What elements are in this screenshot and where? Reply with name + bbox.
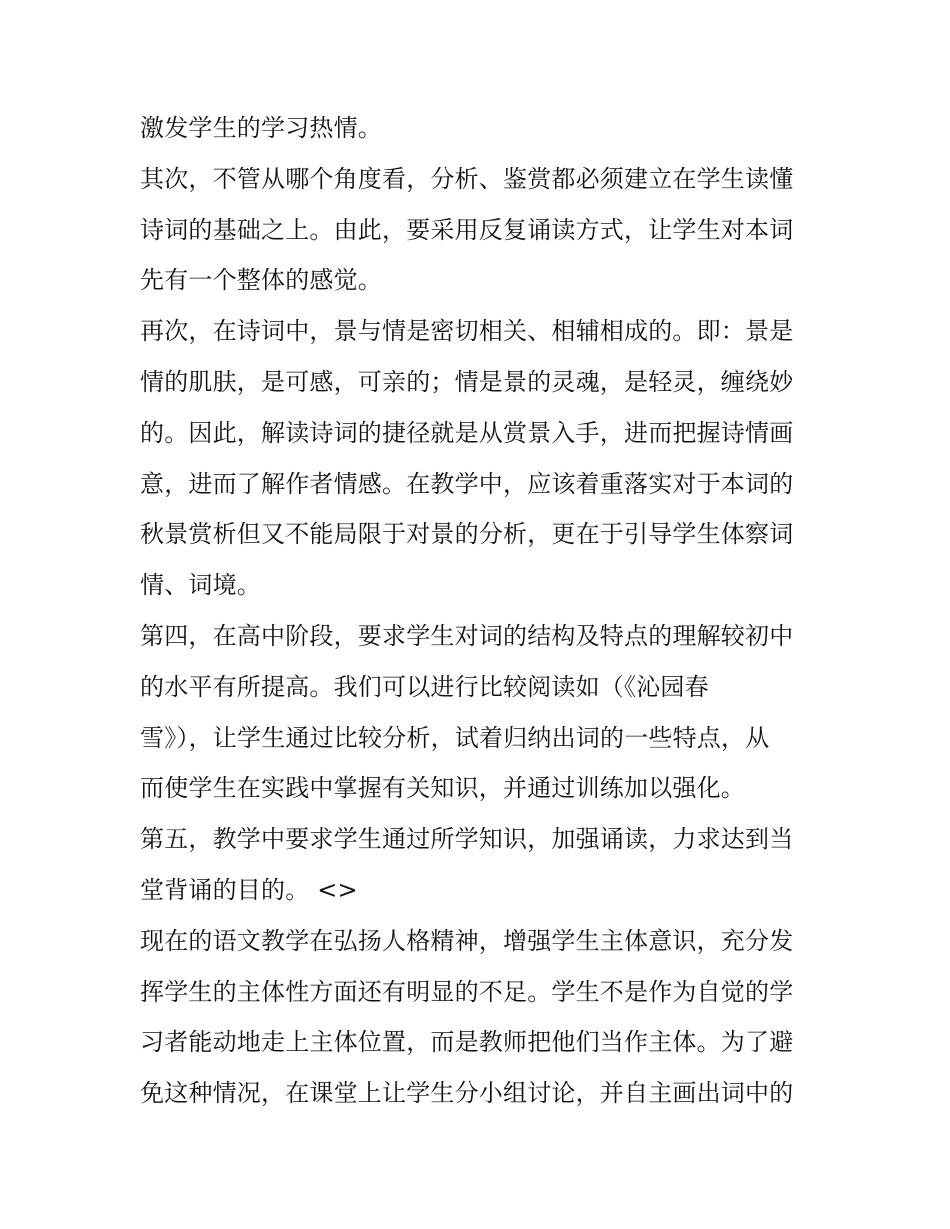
text-line: 再次，在诗词中，景与情是密切相关、相辅相成的。即：景是 xyxy=(140,317,794,346)
text-line: 意，进而了解作者情感。在教学中，应该着重落实对于本词的 xyxy=(140,469,794,498)
text-line: 第四，在高中阶段，要求学生对词的结构及特点的理解较初中 xyxy=(140,621,794,650)
text-line: 情、词境。 xyxy=(140,571,261,600)
text-line: 先有一个整体的感觉。 xyxy=(140,266,382,295)
text-line: 习者能动地走上主体位置，而是教师把他们当作主体。为了避 xyxy=(140,1028,794,1057)
text-line: 雪》），让学生通过比较分析，试着归纳出词的一些特点，从 xyxy=(140,723,770,752)
text-line: 现在的语文教学在弘扬人格精神，增强学生主体意识，充分发 xyxy=(140,926,794,955)
text-line: 挥学生的主体性方面还有明显的不足。学生不是作为自觉的学 xyxy=(140,977,794,1006)
text-line: 激发学生的学习热情。 xyxy=(140,114,382,142)
text-line: 诗词的基础之上。由此，要采用反复诵读方式，让学生对本词 xyxy=(140,215,794,244)
text-line: 第五，教学中要求学生通过所学知识，加强诵读，力求达到当 xyxy=(140,825,794,854)
text-line: 情的肌肤，是可感，可亲的；情是景的灵魂，是轻灵，缠绕妙 xyxy=(140,367,794,396)
text-line: 秋景赏析但又不能局限于对景的分析，更在于引导学生体察词 xyxy=(140,520,794,549)
text-line: 其次，不管从哪个角度看，分析、鉴赏都必须建立在学生读懂 xyxy=(140,164,794,193)
text-line: 的水平有所提高。我们可以进行比较阅读如（《沁园春 xyxy=(140,672,709,701)
text-line: 堂背诵的目的。 <> xyxy=(140,875,358,904)
text-line: 的。因此，解读诗词的捷径就是从赏景入手，进而把握诗情画 xyxy=(140,418,794,447)
body-text xyxy=(140,107,820,1123)
text-line: 免这种情况，在课堂上让学生分小组讨论，并自主画出词中的 xyxy=(140,1079,794,1108)
text-line: 而使学生在实践中掌握有关知识，并通过训练加以强化。 xyxy=(140,774,745,803)
